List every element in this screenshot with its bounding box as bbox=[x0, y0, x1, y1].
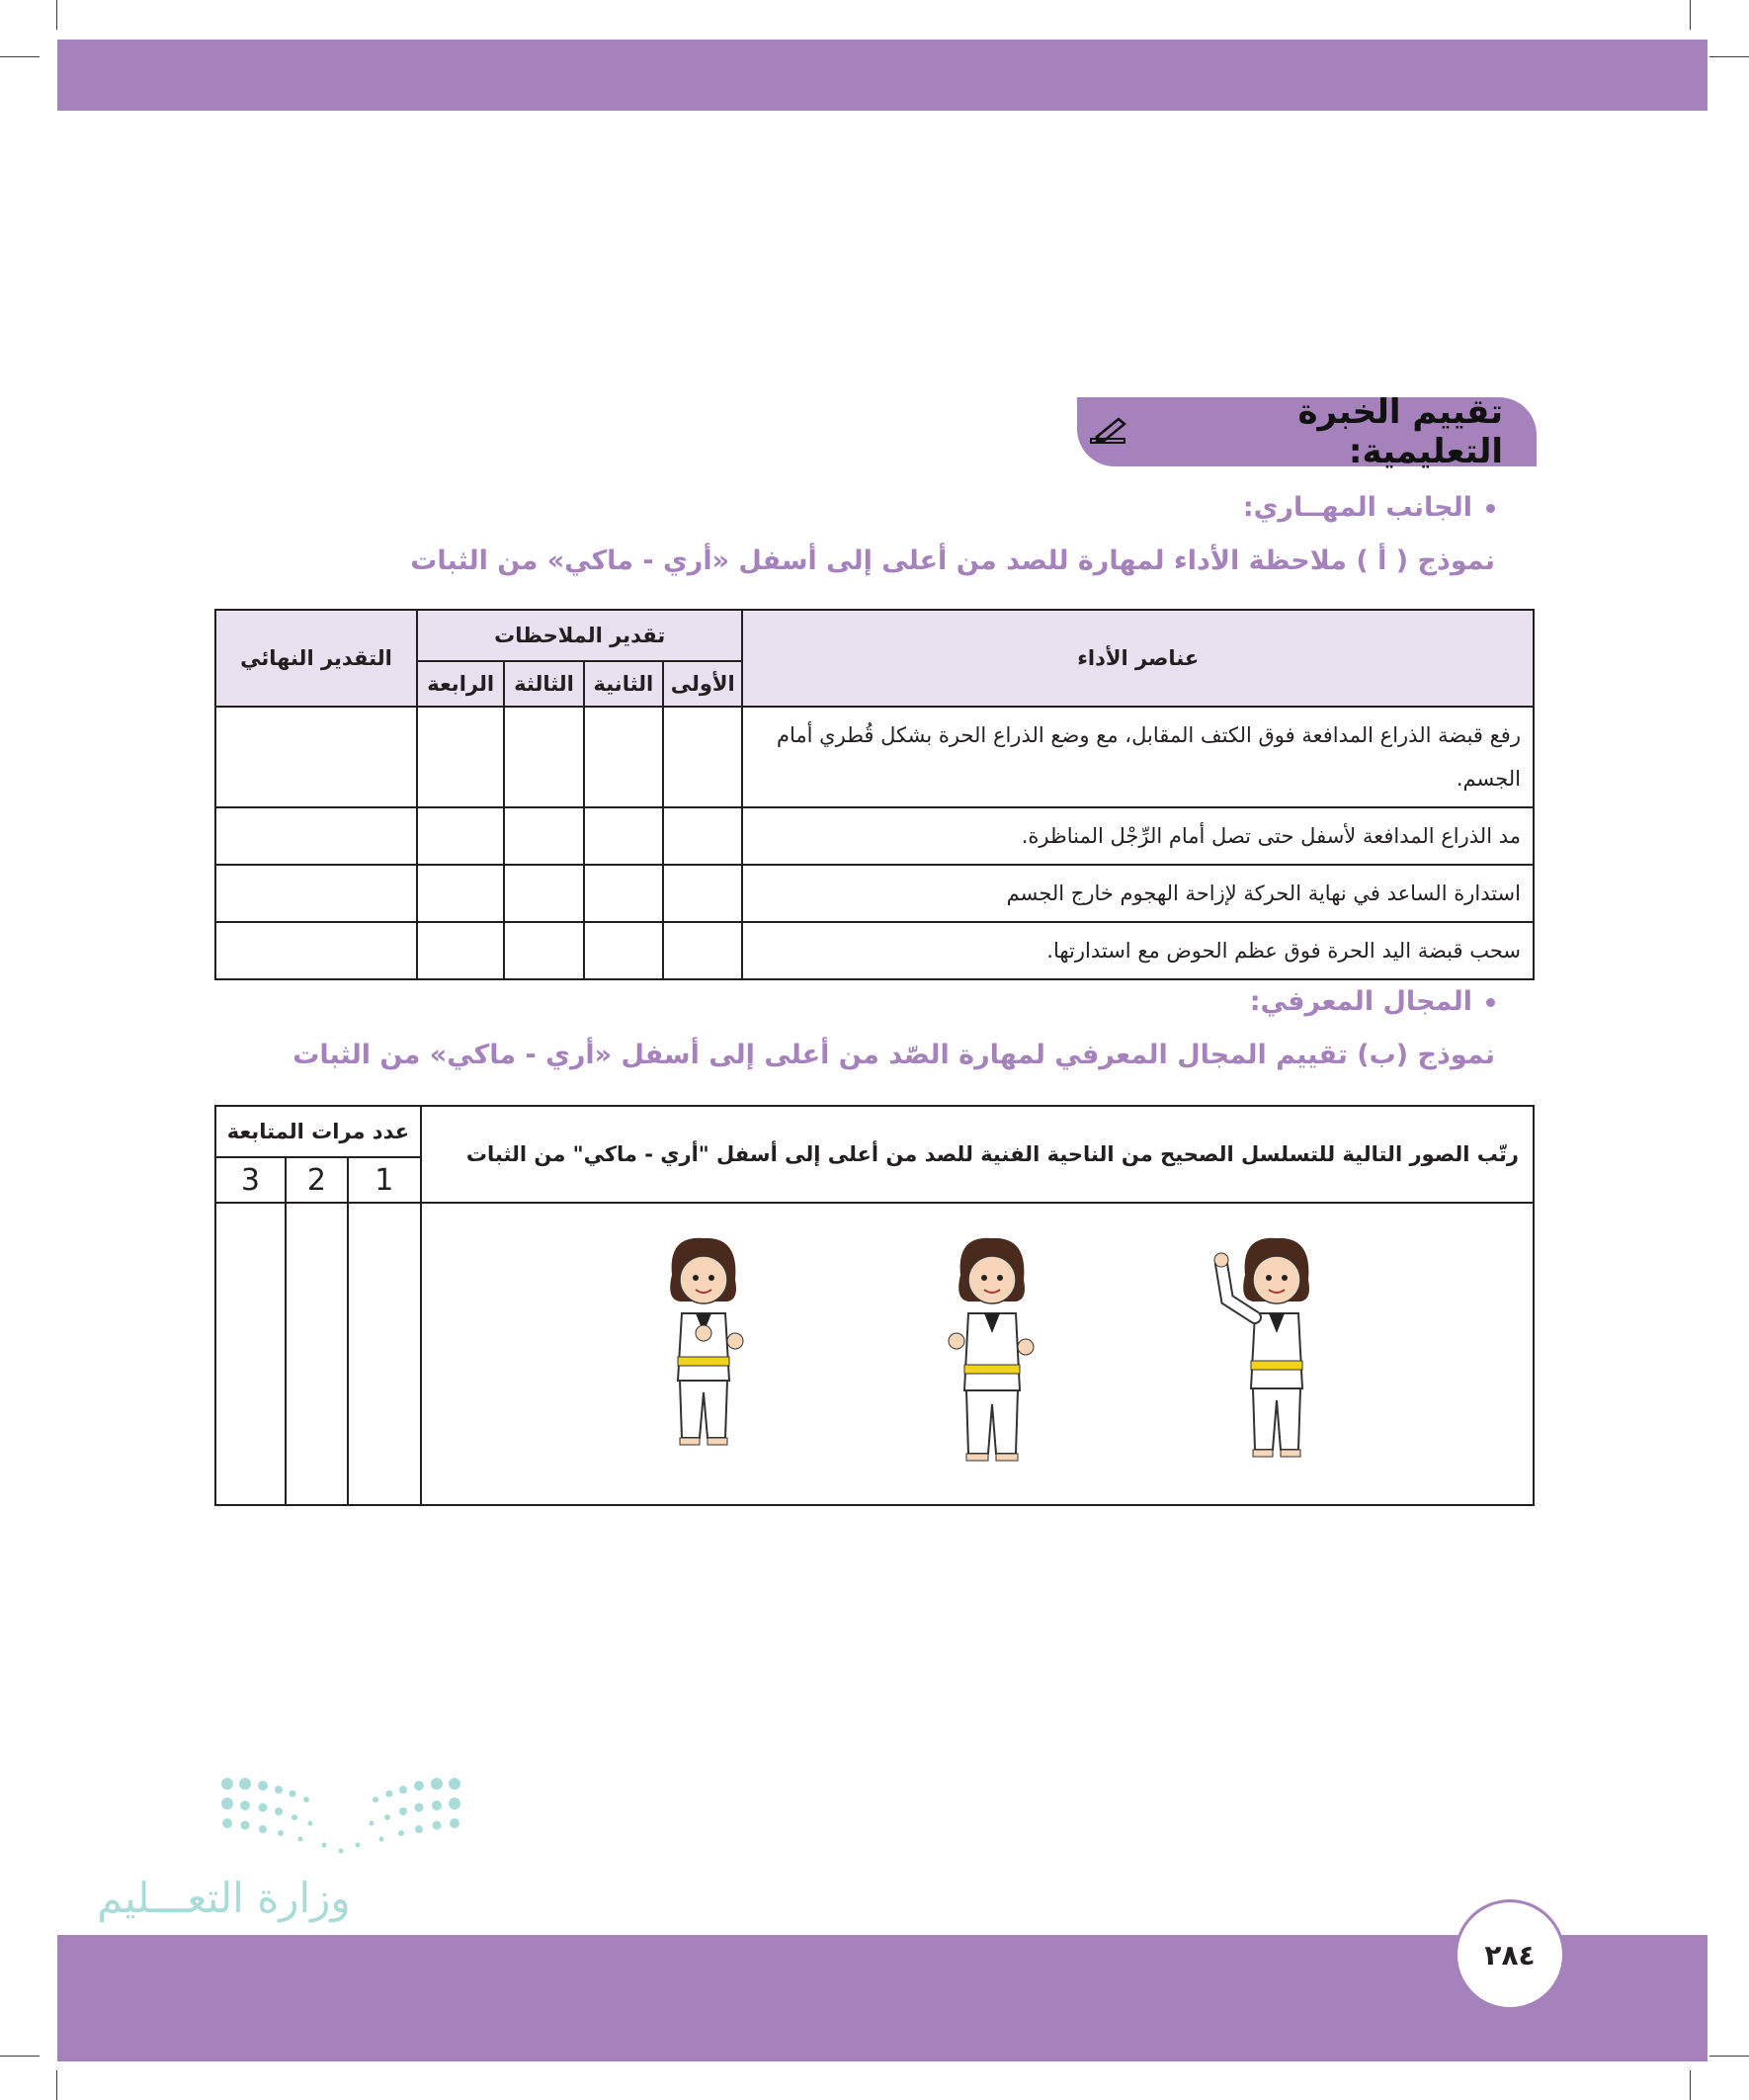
obs-cell[interactable] bbox=[504, 865, 583, 922]
page-number: ٢٨٤ bbox=[1455, 1899, 1565, 2010]
table-row bbox=[215, 865, 1534, 922]
final-cell[interactable] bbox=[215, 922, 417, 979]
obs-header-3: الثالثة bbox=[504, 661, 583, 707]
crop-mark bbox=[1690, 2070, 1691, 2100]
ministry-logo-dots bbox=[217, 1774, 464, 1863]
col-count-header: عدد مرات المتابعة bbox=[215, 1106, 421, 1157]
skills-heading-text: الجانب المهــاري: bbox=[1242, 492, 1472, 523]
count-cell[interactable] bbox=[348, 1203, 421, 1505]
cognitive-heading-text: المجال المعرفي: bbox=[1249, 986, 1472, 1017]
obs-cell[interactable] bbox=[584, 807, 663, 865]
skills-heading bbox=[1243, 492, 1495, 523]
obs-cell[interactable] bbox=[663, 707, 742, 807]
obs-header-4: الرابعة bbox=[417, 661, 504, 707]
table-row bbox=[215, 807, 1534, 865]
performance-observation-table bbox=[214, 609, 1535, 980]
table-row bbox=[215, 707, 1534, 807]
count-2-header: 2 bbox=[286, 1157, 348, 1203]
performance-item: استدارة الساعد في نهاية الحركة لإزاحة الهجوم خارج الجسم bbox=[742, 865, 1534, 922]
header-band bbox=[57, 40, 1707, 111]
obs-cell[interactable] bbox=[417, 807, 504, 865]
obs-cell[interactable] bbox=[417, 922, 504, 979]
performance-item: رفع قبضة الذراع المدافعة فوق الكتف المقابل، مع وضع الذراع الحرة بشكل قُطري أمام الجسم. bbox=[742, 707, 1534, 807]
col-observations-header: تقدير الملاحظات bbox=[417, 610, 742, 661]
obs-cell[interactable] bbox=[417, 865, 504, 922]
obs-header-1: الأولى bbox=[663, 661, 742, 707]
cognitive-heading bbox=[1250, 986, 1495, 1017]
obs-cell[interactable] bbox=[417, 707, 504, 807]
crop-mark bbox=[1709, 2056, 1749, 2057]
table-row bbox=[215, 922, 1534, 979]
model-a-title: نموذج ( أ ) ملاحظة الأداء لمهارة للصد من أعلى إلى أسفل «أري - ماكي» من الثبات bbox=[410, 546, 1495, 576]
karate-figure-guard bbox=[921, 1230, 1059, 1468]
obs-cell[interactable] bbox=[584, 922, 663, 979]
crop-mark bbox=[1690, 0, 1691, 30]
col-final-header: التقدير النهائي bbox=[215, 610, 417, 707]
obs-cell[interactable] bbox=[584, 865, 663, 922]
instruction-header: رتّب الصور التالية للتسلسل الصحيح من الناحية الفنية للصد من أعلى إلى أسفل "أري - ماكي" من الثبات bbox=[421, 1106, 1534, 1203]
obs-cell[interactable] bbox=[663, 807, 742, 865]
bullet bbox=[1486, 504, 1495, 513]
col-elements-header: عناصر الأداء bbox=[742, 610, 1534, 707]
performance-item: سحب قبضة اليد الحرة فوق عظم الحوض مع استدارتها. bbox=[742, 922, 1534, 979]
section-title: تقييم الخبرة التعليمية: bbox=[1297, 392, 1503, 471]
count-cell[interactable] bbox=[286, 1203, 348, 1505]
obs-cell[interactable] bbox=[504, 922, 583, 979]
performance-item: مد الذراع المدافعة لأسفل حتى تصل أمام الرِّجْل المناظرة. bbox=[742, 807, 1534, 865]
pen-writing-icon bbox=[1089, 415, 1132, 449]
obs-cell[interactable] bbox=[504, 807, 583, 865]
count-1-header: 1 bbox=[348, 1157, 421, 1203]
obs-cell[interactable] bbox=[504, 707, 583, 807]
crop-mark bbox=[1709, 56, 1749, 57]
crop-mark bbox=[56, 2070, 57, 2100]
obs-cell[interactable] bbox=[663, 922, 742, 979]
count-3-header: 3 bbox=[215, 1157, 286, 1203]
obs-cell[interactable] bbox=[584, 707, 663, 807]
ministry-logo-text: وزارة التعـــليم bbox=[97, 1874, 351, 1922]
model-b-title: نموذج (ب) تقييم المجال المعرفي لمهارة الصّد من أعلى إلى أسفل «أري - ماكي» من الثبات bbox=[292, 1040, 1495, 1070]
obs-header-2: الثانية bbox=[584, 661, 663, 707]
karate-figure-raised-arm bbox=[1206, 1230, 1344, 1468]
count-cell[interactable] bbox=[215, 1203, 286, 1505]
crop-mark bbox=[56, 0, 57, 30]
bullet bbox=[1486, 998, 1495, 1007]
final-cell[interactable] bbox=[215, 865, 417, 922]
karate-figure-block bbox=[632, 1230, 771, 1468]
crop-mark bbox=[0, 2056, 40, 2057]
crop-mark bbox=[0, 56, 40, 57]
final-cell[interactable] bbox=[215, 807, 417, 865]
final-cell[interactable] bbox=[215, 707, 417, 807]
obs-cell[interactable] bbox=[663, 865, 742, 922]
section-title-tab bbox=[1077, 392, 1537, 471]
